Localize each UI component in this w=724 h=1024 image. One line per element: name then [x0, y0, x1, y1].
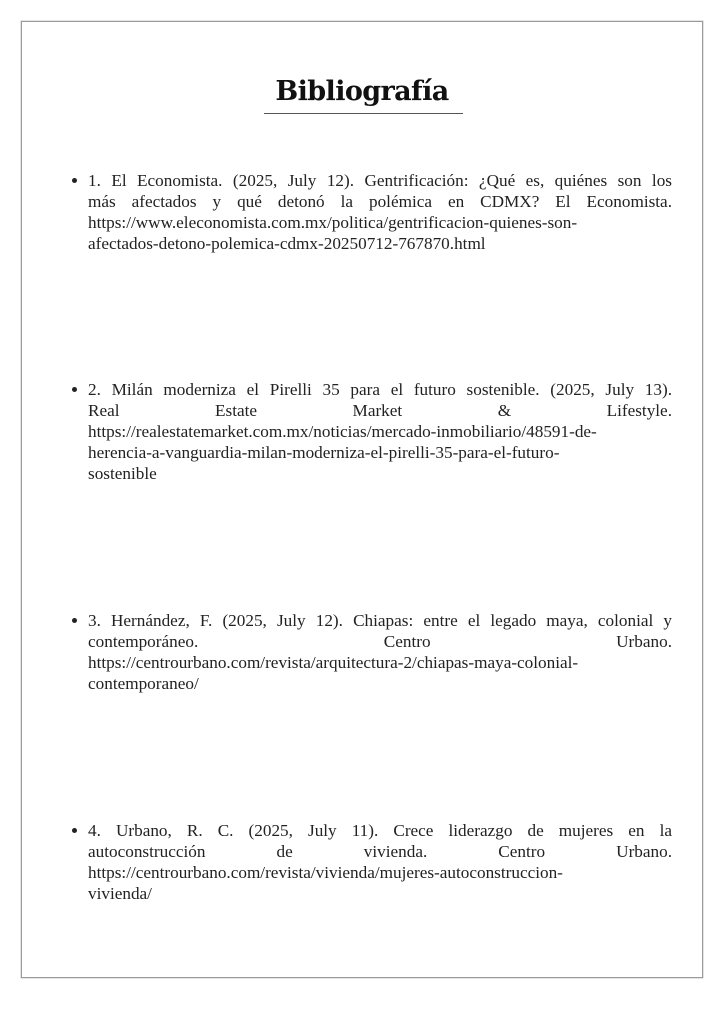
- entry-url-line[interactable]: contemporaneo/: [88, 674, 199, 693]
- entry-line: 3. Hernández, F. (2025, July 12). Chiapas: entre el legado maya, colonial y: [88, 611, 672, 630]
- bullet-icon: [72, 178, 77, 183]
- entry-line: más afectados y qué detonó la polémica en CDMX? El Economista.: [88, 192, 672, 211]
- page-title: Bibliografía: [275, 76, 449, 107]
- entry-url-line[interactable]: https://centrourbano.com/revista/vivienda/mujeres-autoconstruccion-: [88, 863, 563, 882]
- document-page: [21, 21, 703, 978]
- entry-line: 4. Urbano, R. C. (2025, July 11). Crece liderazgo de mujeres en la: [88, 821, 672, 840]
- entry-line: autoconstrucción de vivienda. Centro Urbano.: [88, 842, 672, 861]
- entry-url-line[interactable]: herencia-a-vanguardia-milan-moderniza-el-pirelli-35-para-el-futuro-: [88, 443, 560, 462]
- entry-url-line[interactable]: afectados-detono-polemica-cdmx-20250712-767870.html: [88, 234, 486, 253]
- entry-line: Real Estate Market & Lifestyle.: [88, 401, 672, 420]
- entry-text: [88, 610, 672, 694]
- entry-url-line[interactable]: https://realestatemarket.com.mx/noticias/mercado-inmobiliario/48591-de-: [88, 422, 597, 441]
- bullet-icon: [72, 618, 77, 623]
- entry-line: 2. Milán moderniza el Pirelli 35 para el futuro sostenible. (2025, July 13).: [88, 380, 672, 399]
- entry-url-line[interactable]: vivienda/: [88, 884, 152, 903]
- entry-line: 1. El Economista. (2025, July 12). Gentrificación: ¿Qué es, quiénes son los: [88, 171, 672, 190]
- entry-url-line[interactable]: sostenible: [88, 464, 157, 483]
- bullet-icon: [72, 387, 77, 392]
- title-divider: [264, 113, 463, 114]
- bullet-icon: [72, 828, 77, 833]
- entry-text: [88, 820, 672, 904]
- entry-url-line[interactable]: https://www.eleconomista.com.mx/politica/gentrificacion-quienes-son-: [88, 213, 578, 232]
- entry-text: [88, 379, 672, 484]
- entry-text: [88, 170, 672, 254]
- entry-line: contemporáneo. Centro Urbano.: [88, 632, 672, 651]
- entry-url-line[interactable]: https://centrourbano.com/revista/arquitectura-2/chiapas-maya-colonial-: [88, 653, 579, 672]
